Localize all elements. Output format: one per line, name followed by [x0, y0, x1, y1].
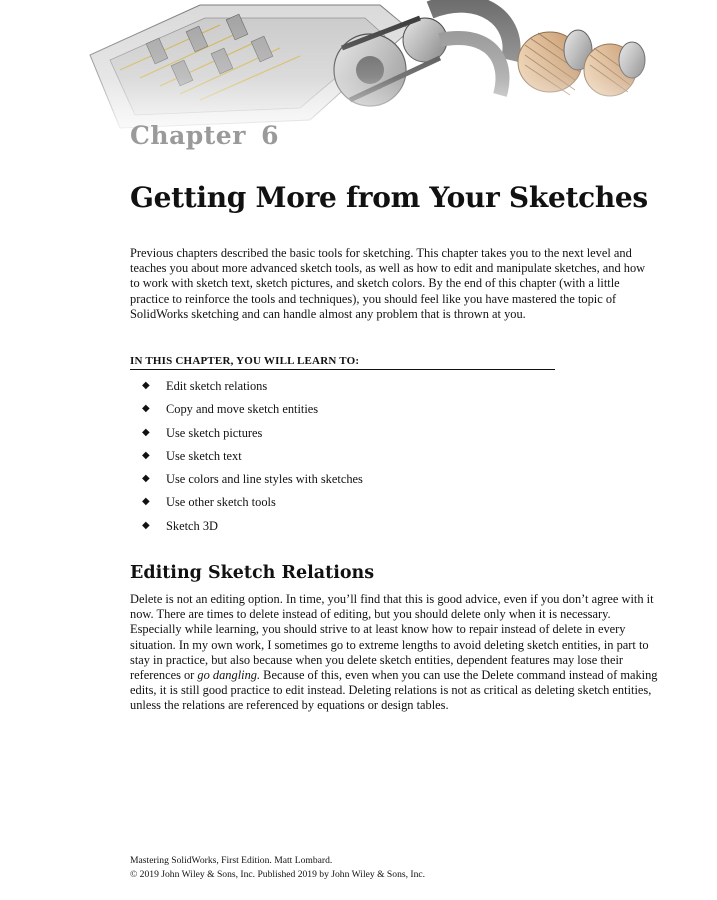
list-item: [142, 518, 363, 541]
intro-paragraph: Previous chapters described the basic tools for sketching. This chapter takes you to the next level and teaches you about more advanced sketch tools, as well as how to edit and manipulate sketches, and how to work with sketch text, sketch pictures, and sketch colors. By the end of this chapter (with a little practice to reinforce the tools and techniques), you should feel like you have mastered the topic of SolidWorks sketching and can handle almost any problem that is thrown at you.: [130, 246, 646, 321]
section-body-text: Delete is not an editing option. In time, you’ll find that this is good advice, even if you don’t agree with it now. There are times to delete instead of editing, but you should delete only when it is necessary. Especially while learning, you should strive to at least know how to repair instead of delete in every situation. In my own work, I sometimes go to extreme lengths to avoid deleting sketch entities, in part to stay in practice, but also because when you delete sketch entities, dependent features may lose their references or: [130, 592, 654, 683]
section-heading: Editing Sketch Relations: [130, 563, 375, 583]
diamond-bullet-icon: ◆: [142, 473, 150, 485]
footer-line-1: Mastering SolidWorks, First Edition. Matt Lombard.: [130, 855, 333, 866]
list-item-text: Use other sketch tools: [166, 495, 276, 510]
list-item-text: Edit sketch relations: [166, 379, 268, 393]
list-item-text: Use sketch pictures: [166, 425, 263, 440]
diamond-bullet-icon: ◆: [142, 496, 150, 508]
diamond-bullet-icon: ◆: [142, 380, 150, 391]
chapter-title: Getting More from Your Sketches: [130, 181, 648, 214]
section-body: [130, 592, 658, 714]
learn-list: [142, 378, 363, 541]
section-body-emphasis: go dangling.: [197, 668, 261, 683]
engine-illustration: [80, 0, 660, 140]
list-item: [142, 401, 363, 424]
list-item: [142, 471, 363, 494]
learn-heading: IN THIS CHAPTER, YOU WILL LEARN TO:: [130, 355, 555, 370]
list-item-text: Use sketch text: [166, 448, 242, 463]
list-item-text: Sketch 3D: [166, 518, 218, 533]
section-body-text-continued: Because of this, even when you can use the Delete command instead of making edits, it is still good practice to edit instead. Deleting relations is not as critical as deleting sketch entities, unless the relations are referenced by equations or design tables.: [130, 668, 658, 713]
chapter-label: Chapter 6: [130, 121, 279, 150]
list-item: [142, 494, 363, 517]
diamond-bullet-icon: ◆: [142, 403, 150, 415]
diamond-bullet-icon: ◆: [142, 426, 150, 438]
list-item: [142, 425, 363, 448]
list-item: [142, 448, 363, 471]
engine-illustration-svg: [80, 0, 660, 140]
diamond-bullet-icon: ◆: [142, 519, 150, 531]
list-item: [142, 378, 363, 401]
footer-line-2: © 2019 John Wiley & Sons, Inc. Published 2019 by John Wiley & Sons, Inc.: [130, 869, 426, 880]
copyright-footer: [130, 854, 425, 882]
list-item-text: Copy and move sketch entities: [166, 402, 319, 417]
list-item-text: Use colors and line styles with sketches: [166, 472, 363, 487]
diamond-bullet-icon: ◆: [142, 449, 150, 461]
